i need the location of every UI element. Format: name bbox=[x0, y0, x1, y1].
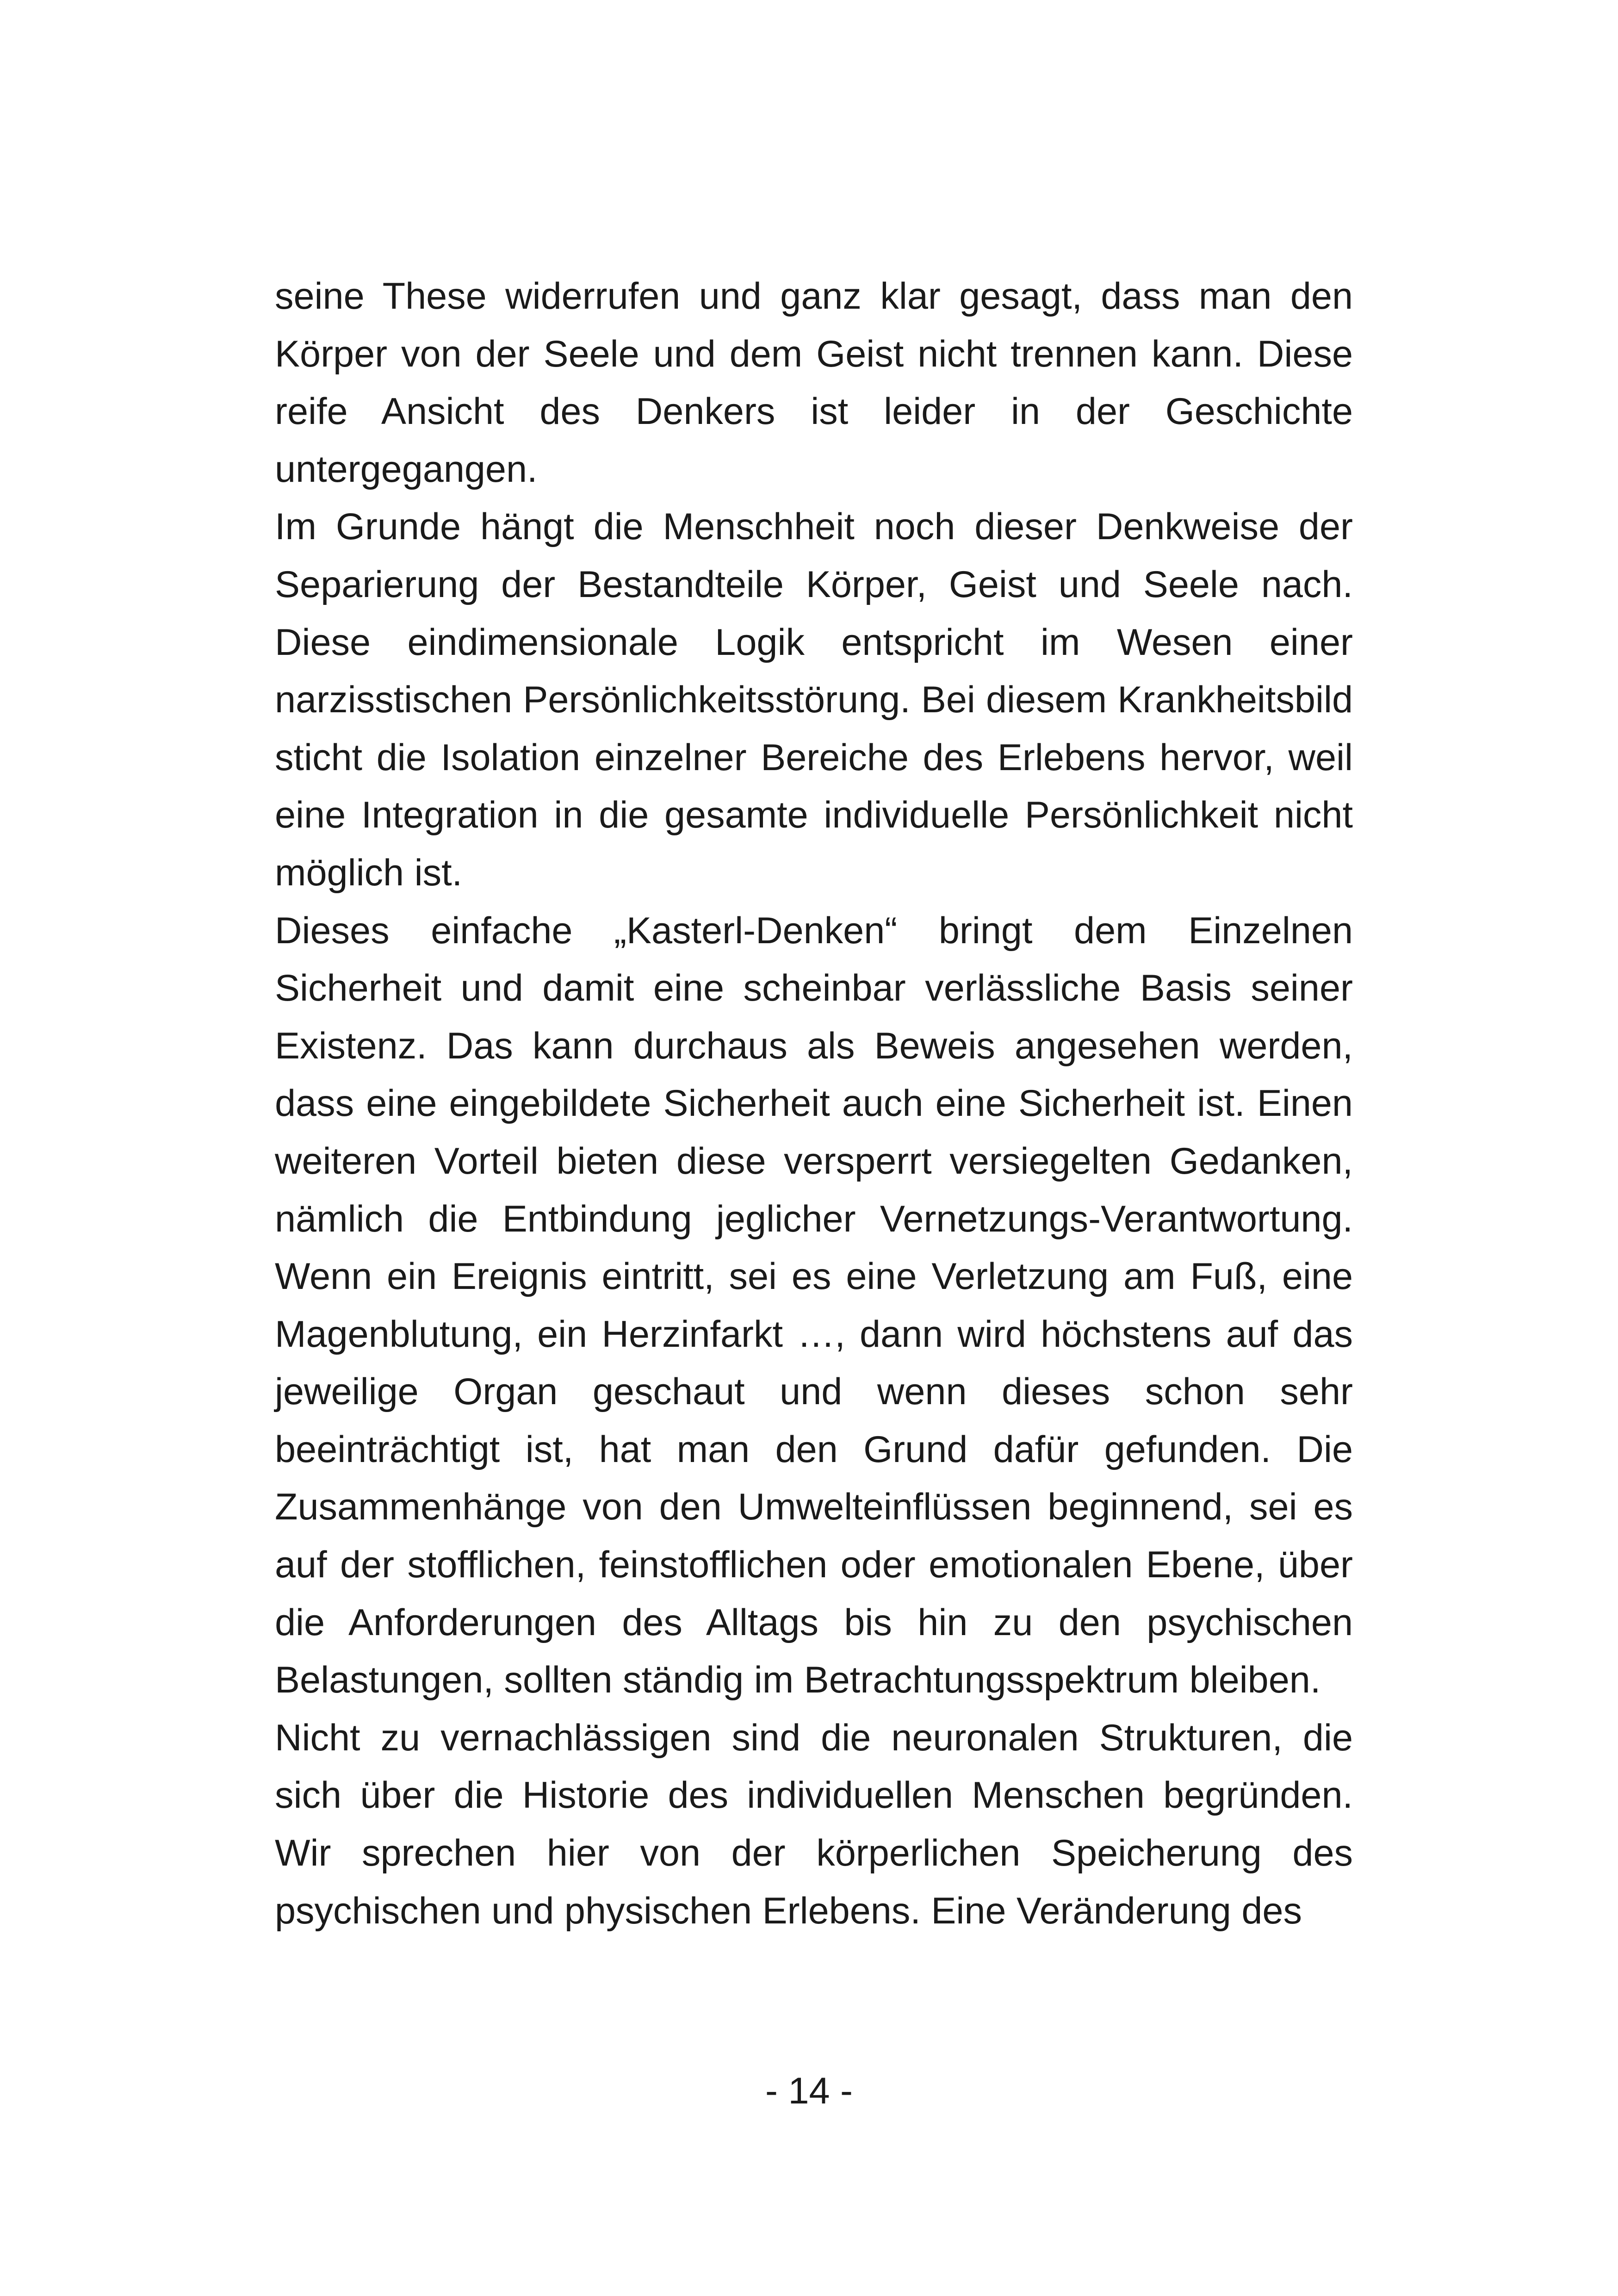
page-number: - 14 - bbox=[765, 2070, 853, 2112]
paragraph-1: seine These widerrufen und ganz klar gesagt, dass man den Körper von der Seele und dem Geist nicht trennen kann. Diese reife Ansicht des Denkers ist leider in der Geschichte untergegangen. bbox=[275, 275, 1353, 490]
paragraph-2: Im Grunde hängt die Menschheit noch dieser Denkweise der Separierung der Bestandteile Körper, Geist und Seele nach. Diese eindimensionale Logik entspricht im Wesen einer narzisstischen Persönlichkeitsstörung. Bei diesem Krankheitsbild sticht die Isolation einzelner Bereiche des Erlebens hervor, weil eine Integration in die gesamte individuelle Persönlichkeit nicht möglich ist. bbox=[275, 506, 1353, 894]
body-text bbox=[275, 268, 1353, 1940]
paragraph-4: Nicht zu vernachlässigen sind die neuronalen Strukturen, die sich über die Historie des individuellen Menschen begründen. Wir sprechen hier von der körperlichen Speicherung des psychischen und physischen Erlebens. Eine Veränderung des bbox=[275, 1717, 1353, 1932]
paragraph-3: Dieses einfache „Kasterl-Denken“ bringt dem Einzelnen Sicherheit und damit eine scheinbar verlässliche Basis seiner Existenz. Das kann durchaus als Beweis angesehen werden, dass eine eingebildete Sicherheit auch eine Sicherheit ist. Einen weiteren Vorteil bieten diese versperrt versiegelten Gedanken, nämlich die Entbindung jeglicher Vernetzungs-Verantwortung. Wenn ein Ereignis eintritt, sei es eine Verletzung am Fuß, eine Magenblutung, ein Herzinfarkt …, dann wird höchstens auf das jeweilige Organ geschaut und wenn dieses schon sehr beeinträchtigt ist, hat man den Grund dafür gefunden. Die Zusammenhänge von den Umwelteinflüssen beginnend, sei es auf der stofflichen, feinstofflichen oder emotionalen Ebene, über die Anforderungen des Alltags bis hin zu den psychischen Belastungen, sollten ständig im Betrachtungsspektrum bleiben. bbox=[275, 909, 1353, 1701]
